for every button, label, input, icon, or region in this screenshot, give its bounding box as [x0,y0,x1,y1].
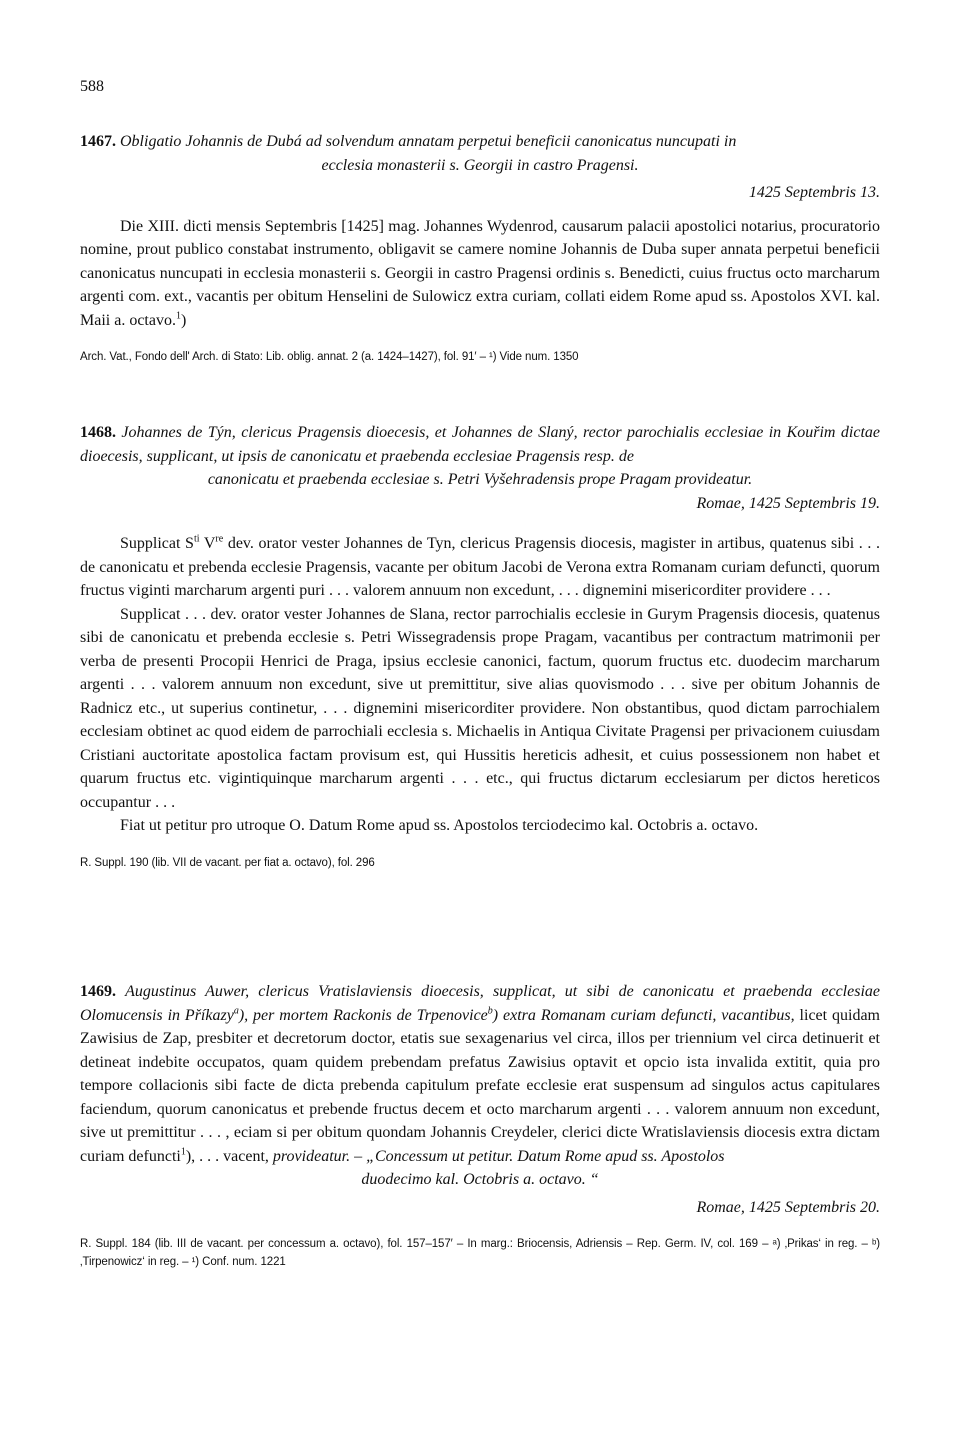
source-note: R. Suppl. 184 (lib. III de vacant. per concessum a. octavo), fol. 157–157′ – In marg.: Briocensis, Adriensis – Rep. Germ. IV, col. 169 – ᵃ) ‚Prikas‘ in reg. – ᵇ) ‚Tirpenowicz‘ in reg. – ¹) Conf. num. 1221 [80,1238,880,1268]
source-note: R. Suppl. 190 (lib. VII de vacant. per fiat a. octavo), fol. 296 [80,856,375,869]
heading-text: Johannes de Týn, clericus Pragensis dioecesis, et Johannes de Slaný, rector parochialis ecclesiae in Kouřim dictae dioecesis, supplicant, ut ipsis de canonicatu et praebenda ecclesiae Pragensis resp. de [80,424,880,465]
entry-number: 1468. [80,424,116,441]
entry-heading [80,130,880,154]
heading-text: Obligatio Johannis de Dubá ad solvendum annatam perpetui beneficii canonicatus nuncupati in [120,133,737,150]
para-text: dev. orator vester Johannes de Tyn, clericus Pragensis diocesis, magister in artibus, quatenus sibi . . . de canonicatu et prebenda ecclesie Pragensis, vacante per obitum Jacobi de Verona extra Romanam curiam defuncti, quorum fructus viginti marcharum argenti puri . . . valorem annuum non excedunt, . . . dignemini misericorditer providere . . . [80,535,881,599]
entry-1468 [80,421,880,872]
entry-1469 [80,980,880,1271]
footnote-mark: b [487,1005,493,1017]
superscript: ti [193,533,200,545]
source-note: Arch. Vat., Fondo dell' Arch. di Stato: Lib. oblig. annat. 2 (a. 1424–1427), fol. 91′ – ¹) Vide num. 1350 [80,351,579,363]
heading-text-center: canonicatu et praebenda ecclesiae s. Petri Vyšehradensis prope Pragam provideatur. [207,471,753,488]
superscript: re [215,533,224,545]
para-text: Supplicat S [120,535,194,552]
heading-text: provideatur. – „Concessum ut petitur. Datum Rome apud ss. Apostolos [268,1147,725,1165]
body-text-end: ) [180,311,187,329]
entry-heading [80,980,880,1168]
entry-body [80,215,880,333]
entry-date: 1425 Septembris 13. [748,184,880,201]
entry-1467 [80,130,880,366]
entry-paragraph [80,532,880,603]
entry-number: 1467. [80,133,116,150]
body-text: ), . . . vacent, [185,1147,269,1165]
entry-paragraph: Supplicat . . . dev. orator vester Johannes de Slana, rector parrochialis ecclesie in Gurym Pragensis diocesis, quatenus sibi de canonicatu et prebenda ecclesie s. Petri Wissegradensis prope Pragam, vacantibus per contractum matrimonii per verba de presenti Procopii Henrici de Praga, ipsius ecclesie canonici, factum, quorum fructus etc. duodecim marcharum argenti . . . valorem annuum non excedunt, sive ut premittitur, sive alias quovismodo . . . sive per obitum Johannis de Radnicz etc., ut superius continetur, . . . dignemini misericorditer providere. Non obstantibus, quod dictam parrochialem ecclesiam obtinet ac quod eidem de parrochiali ecclesia s. Michaelis in Antiqua Civitate Pragensi per privacionem cuiusdam Cristiani auctoritate apostolica factam provisum est, qui Hussitis hereticis adhesit, et cuius possessionem non habet et quarum fructus etc. vigintiquinque marcharum argenti . . . etc., qui fructus dictarum ecclesiarum per dictos hereticos occupantur . . . [80,605,880,811]
heading-text: Augustinus Auwer, clericus Vratislaviensis dioecesis, supplicat, ut sibi de canonicatu et praebenda ecclesiae Olomucensis in Příkazy [80,983,881,1024]
entry-number: 1469. [80,983,116,1000]
body-text: licet quidam Zawisius de Zap, presbiter et decretorum doctor, etatis sue sexagenarius vel circa, illos per triennium vel circa detinuerit et detineat indebite occupatos, quam quidem prebendam prefatus Zawisius optavit et opcio ista invalida extitit, quia pro tempore collacionis sibi facte de dicta prebenda capitulum prefate ecclesie erat suspensum ad singulos actus capitulares faciendum, quorum canonicatus et prebende fructus decem et octo marcharum argenti . . . valorem annuum non excedunt, sive ut premittitur . . . , eciam si per obitum quondam Johannis Creydeler, clerici dicte Wratislaviensis diocesis extra dictam curiam defuncti [80,1006,881,1165]
footnote-mark: 1 [180,1146,186,1158]
footnote-mark: 1 [175,310,181,322]
entry-paragraph: Fiat ut petitur pro utroque O. Datum Rome apud ss. Apostolos terciodecimo kal. Octobris a. octavo. [120,817,759,834]
footnote-mark: a [233,1005,239,1017]
heading-text: ) extra Romanam curiam defuncti, vacantibus, [492,1006,795,1024]
entry-date: Romae, 1425 Septembris 20. [696,1198,880,1216]
entry-date: Romae, 1425 Septembris 19. [696,494,880,512]
heading-text-center: duodecimo kal. Octobris a. octavo. “ [361,1171,599,1188]
para-text: V [199,535,216,552]
heading-text: ), per mortem Rackonis de Trpenovice [238,1006,488,1024]
entry-heading [80,421,880,468]
body-text: Die XIII. dicti mensis Septembris [1425] mag. Johannes Wydenrod, causarum palacii apostolici notarius, procuratorio nomine, prout publico constabat instrumento, obligavit se camere nomine Johannis de Duba super annata perpetui beneficii canonicatus nuncupati in ecclesia monasterii s. Georgii in castro Pragensi ordinis s. Benedicti, cuius fructus octo marcharum argenti com. ext., vacantis per obitum Henselini de Sulowicz extra curiam, collati eidem Rome apud ss. Apostolos XVI. kal. Maii a. octavo. [80,217,880,329]
page-number: 588 [80,78,104,95]
heading-text-center: ecclesia monasterii s. Georgii in castro Pragensi. [321,156,639,174]
